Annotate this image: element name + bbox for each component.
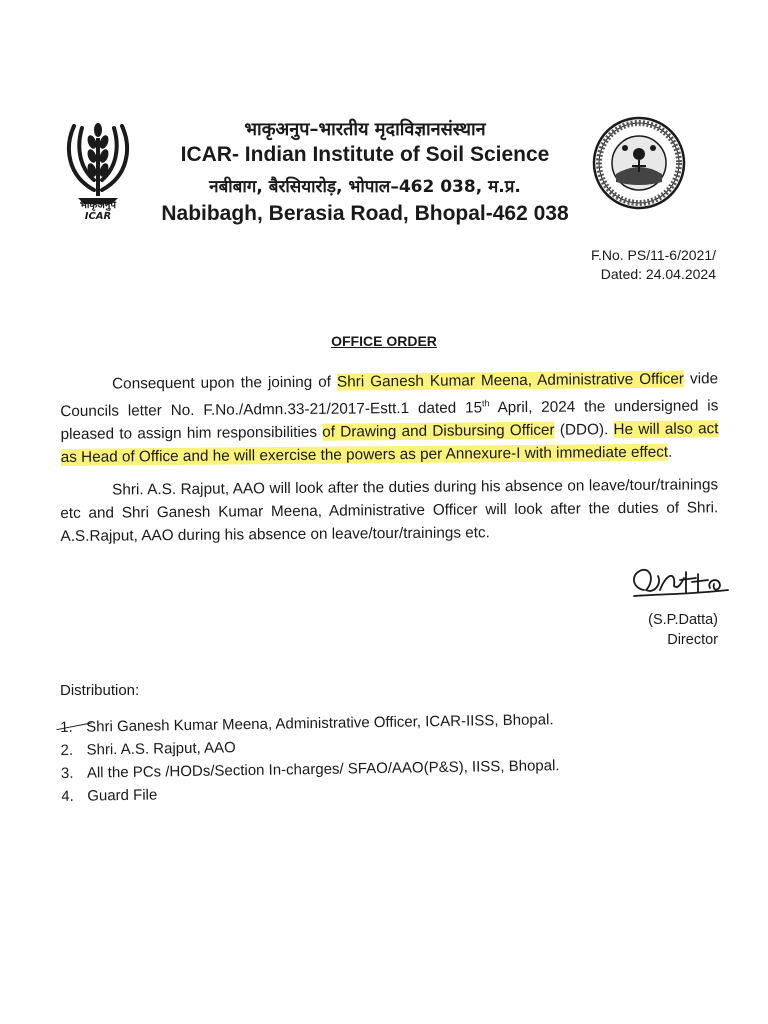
list-item-number: 3. (60, 764, 74, 782)
list-item-text: All the PCs /HODs/Section In-charges/ SFAO/AAO(P&S), IISS, Bhopal. (86, 757, 560, 782)
institute-seal (592, 116, 686, 210)
list-item-number: 1. (60, 716, 86, 739)
file-number: F.No. PS/11-6/2021/ (590, 247, 716, 263)
signatory-block (648, 610, 718, 650)
reference-block (591, 246, 716, 284)
list-item-text: Shri Ganesh Kumar Meena, Administrative Officer, ICAR-IISS, Bhopal. (86, 711, 554, 736)
logo-caption-english: ICAR (84, 211, 112, 222)
para1-highlight-ddo: of Drawing and Disbursing Officer (322, 421, 555, 441)
para1-text-4: (DDO). (554, 421, 614, 439)
logo-caption-hindi: भाकृअनुप (79, 200, 117, 211)
list-item-number: 4. (61, 787, 74, 805)
para1-superscript: th (481, 398, 490, 409)
list-item-number: 2. (60, 741, 74, 759)
list-item-text: Guard File (87, 786, 158, 805)
institute-address-hindi: नबीबाग, बैरसियारोड़, भोपाल–462 038, म.प्र. (209, 177, 521, 197)
para1-highlight-officer: Shri Ganesh Kumar Meena, Administrative Officer (336, 370, 685, 391)
para2-text: Shri. A.S. Rajput, AAO will look after the duties during his absence on leave/tour/trainings etc and Shri Ganesh Kumar Meena, Administrative Officer will look after the duties of Shri. A.S.Rajput, AAO during his absence on leave/tour/trainings etc. (60, 476, 719, 545)
para1-highlight-head-office: He will also act as Head of Office and he will exercise the powers as per Annexure-I with immediate effect (60, 420, 719, 467)
distribution-list (60, 706, 721, 808)
order-paragraph-2 (60, 473, 719, 548)
director-signature (624, 560, 734, 604)
list-item-text: Shri. A.S. Rajput, AAO (86, 739, 236, 759)
para1-text-2: vide Councils letter No. F.No./Admn.33-21/2017-Estt.1 dated 15 (60, 370, 719, 421)
order-title: OFFICE ORDER (331, 333, 437, 349)
signatory-name: (S.P.Datta) (648, 612, 718, 628)
para1-text-1: Consequent upon the joining of (112, 373, 338, 393)
institute-name-hindi: भाकृअनुप–भारतीय मृदाविज्ञानसंस्थान (244, 119, 486, 140)
para1-text-5: . (668, 443, 673, 461)
para1-text-3: April, 2024 the undersigned is pleased to assign him responsibilities (60, 397, 719, 444)
signatory-designation: Director (667, 632, 718, 648)
order-paragraph-1 (60, 367, 719, 469)
distribution-title: Distribution: (60, 682, 140, 699)
order-date: Dated: 24.04.2024 (600, 266, 716, 282)
institute-address-english: Nabibagh, Berasia Road, Bhopal-462 038 (161, 202, 569, 225)
institute-name-english: ICAR- Indian Institute of Soil Science (180, 143, 550, 166)
logo-caption (60, 200, 136, 222)
